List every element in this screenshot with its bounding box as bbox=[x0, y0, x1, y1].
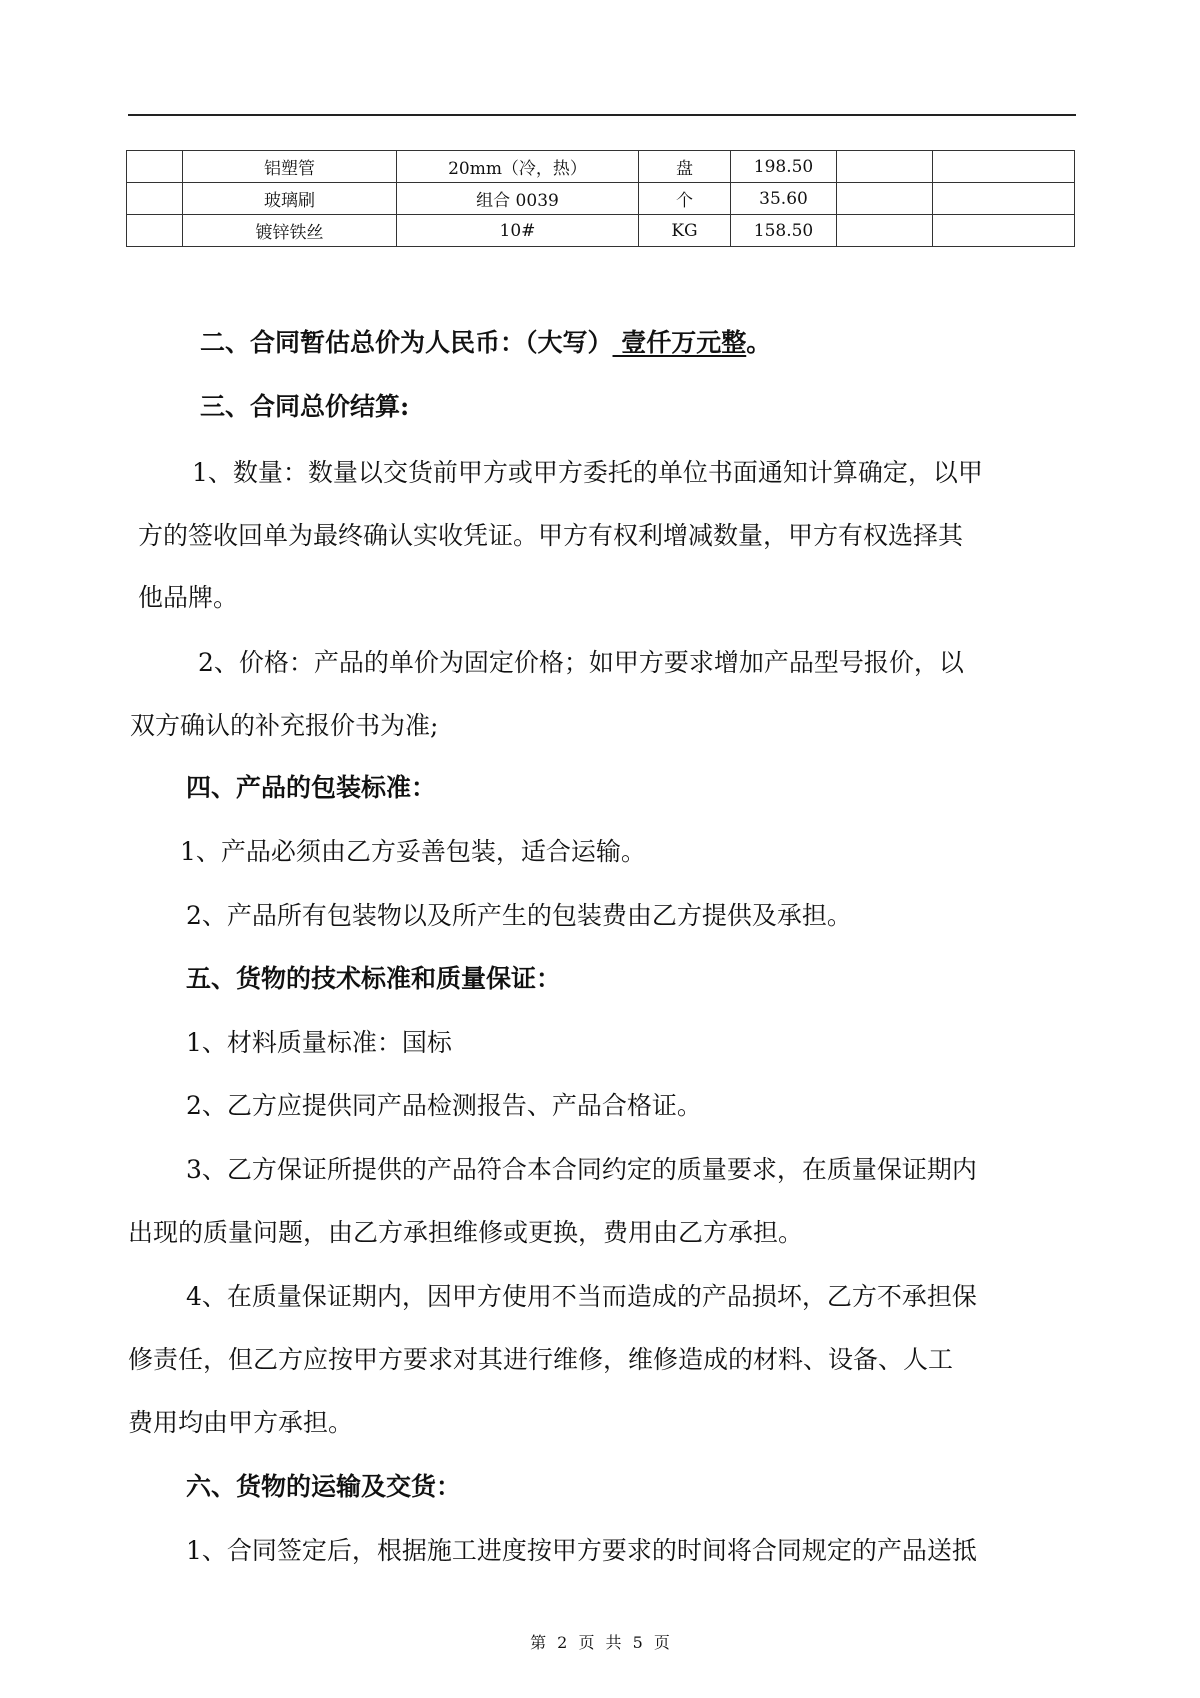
table-row bbox=[127, 215, 1075, 247]
cell-total bbox=[933, 151, 1075, 183]
cell-spec: 20mm（冷，热） bbox=[397, 151, 639, 183]
table-row bbox=[127, 183, 1075, 215]
cell-spec: 10# bbox=[397, 215, 639, 247]
section-4-p2: 2、产品所有包装物以及所产生的包装费由乙方提供及承担。 bbox=[186, 901, 852, 930]
section-2-total-price bbox=[0, 327, 1200, 359]
section-5-p2: 2、乙方应提供同产品检测报告、产品合格证。 bbox=[186, 1091, 702, 1120]
total-price-suffix: 。 bbox=[746, 328, 772, 357]
materials-table bbox=[126, 150, 1075, 247]
cell-unit: KG bbox=[639, 215, 731, 247]
section-5-title: 五、货物的技术标准和质量保证： bbox=[186, 964, 562, 993]
section-6-title: 六、货物的运输及交货： bbox=[186, 1472, 462, 1501]
cell-price: 35.60 bbox=[731, 183, 837, 215]
total-price-amount: 壹仟万元整 bbox=[612, 328, 747, 357]
cell-price: 198.50 bbox=[731, 151, 837, 183]
cell-spec: 组合 0039 bbox=[397, 183, 639, 215]
cell-name: 镀锌铁丝 bbox=[183, 215, 397, 247]
section-4-p1: 1、产品必须由乙方妥善包装，适合运输。 bbox=[180, 837, 646, 866]
section-3-p1-line2: 方的签收回单为最终确认实收凭证。甲方有权利增减数量，甲方有权选择其 bbox=[138, 521, 964, 550]
header-rule bbox=[128, 114, 1076, 116]
cell-qty bbox=[837, 215, 933, 247]
section-6-p1: 1、合同签定后，根据施工进度按甲方要求的时间将合同规定的产品送抵 bbox=[186, 1536, 977, 1565]
cell-total bbox=[933, 183, 1075, 215]
cell-no bbox=[127, 183, 183, 215]
cell-qty bbox=[837, 151, 933, 183]
section-3-p1-line1: 1、数量：数量以交货前甲方或甲方委托的单位书面通知计算确定，以甲 bbox=[192, 458, 983, 487]
page-number-footer: 第 2 页 共 5 页 bbox=[530, 1633, 670, 1652]
section-5-p4-line2: 修责任，但乙方应按甲方要求对其进行维修，维修造成的材料、设备、人工 bbox=[128, 1345, 954, 1374]
section-5-p3-line2: 出现的质量问题，由乙方承担维修或更换，费用由乙方承担。 bbox=[128, 1218, 804, 1247]
cell-unit: 个 bbox=[639, 183, 731, 215]
cell-name: 铝塑管 bbox=[183, 151, 397, 183]
total-price-prefix: 二、合同暂估总价为人民币：（大写） bbox=[200, 328, 613, 357]
cell-qty bbox=[837, 183, 933, 215]
cell-no bbox=[127, 215, 183, 247]
section-3-p1-line3: 他品牌。 bbox=[138, 583, 239, 612]
table-row bbox=[127, 151, 1075, 183]
section-3-p2-line2: 双方确认的补充报价书为准; bbox=[130, 711, 439, 740]
cell-no bbox=[127, 151, 183, 183]
section-5-p3-line1: 3、乙方保证所提供的产品符合本合同约定的质量要求，在质量保证期内 bbox=[186, 1155, 977, 1184]
section-5-p4-line3: 费用均由甲方承担。 bbox=[128, 1408, 354, 1437]
section-3-title: 三、合同总价结算: bbox=[200, 392, 410, 421]
cell-total bbox=[933, 215, 1075, 247]
cell-price: 158.50 bbox=[731, 215, 837, 247]
section-5-p4-line1: 4、在质量保证期内，因甲方使用不当而造成的产品损坏，乙方不承担保 bbox=[186, 1282, 977, 1311]
cell-unit: 盘 bbox=[639, 151, 731, 183]
cell-name: 玻璃刷 bbox=[183, 183, 397, 215]
section-4-title: 四、产品的包装标准： bbox=[186, 773, 437, 802]
section-5-p1: 1、材料质量标准：国标 bbox=[186, 1028, 452, 1057]
section-3-p2-line1: 2、价格：产品的单价为固定价格；如甲方要求增加产品型号报价，以 bbox=[198, 648, 964, 677]
